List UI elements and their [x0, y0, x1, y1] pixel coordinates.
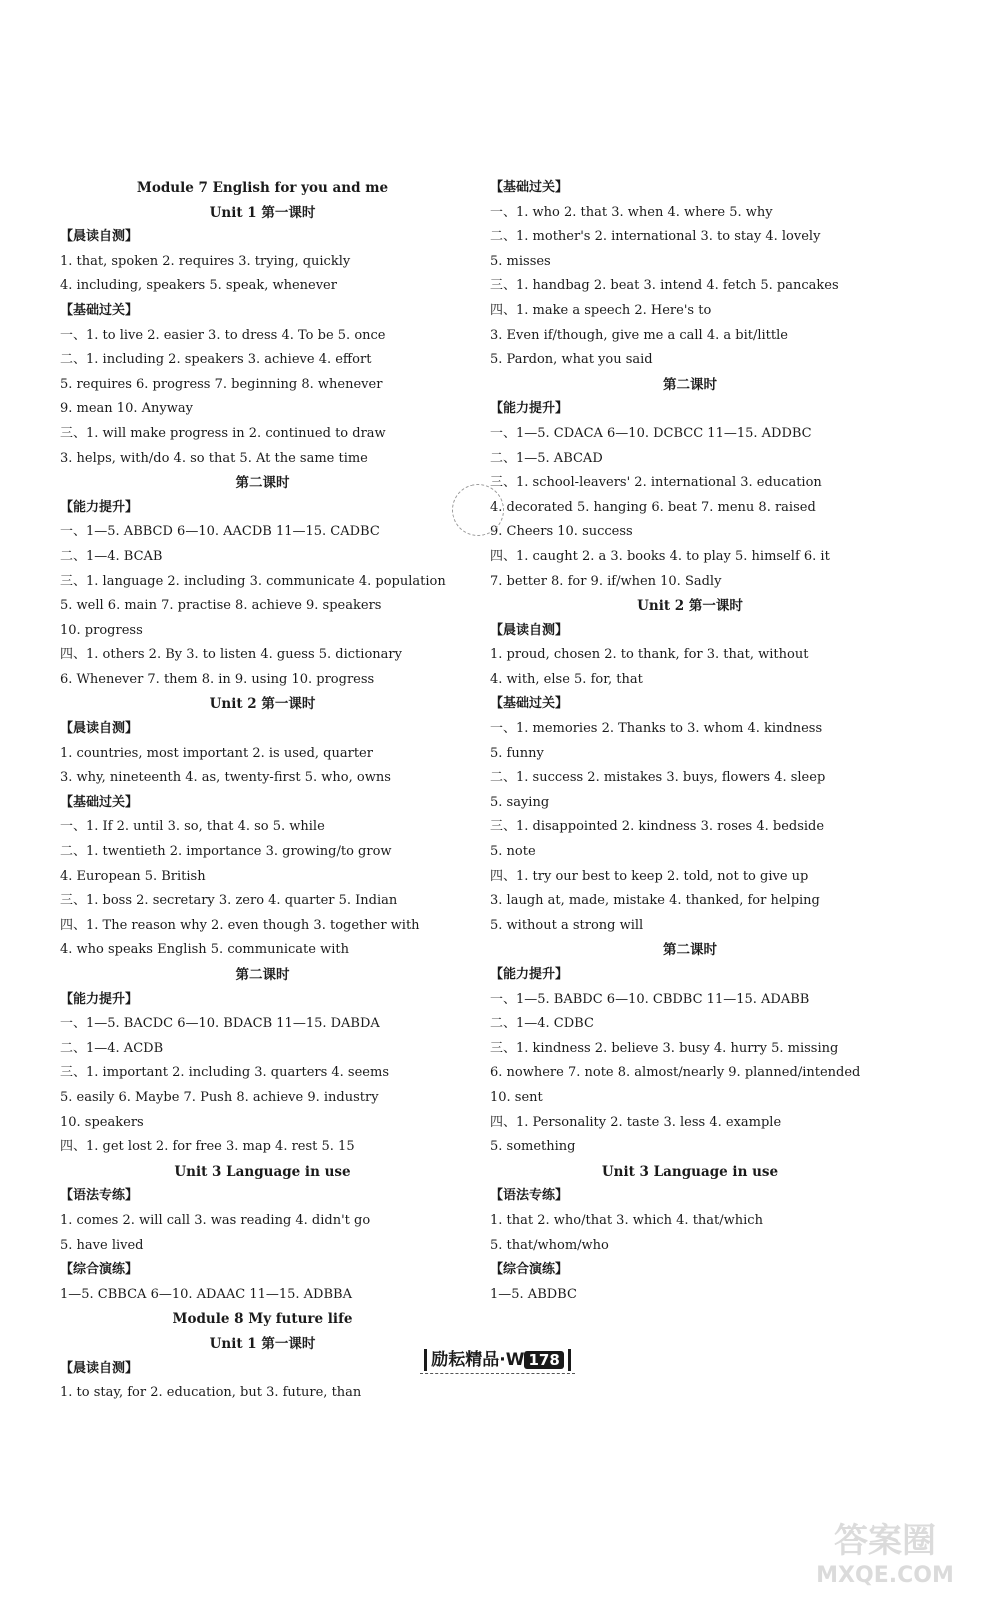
answer-line: 二、1—4. CDBC	[490, 1016, 594, 1032]
answer-line: 一、1. to live 2. easier 3. to dress 4. To be 5. once	[60, 327, 386, 343]
answer-line: 5. Pardon, what you said	[490, 352, 653, 368]
footer-brand: 励耘精品	[431, 1350, 500, 1370]
answer-line: 1. that, spoken 2. requires 3. trying, quickly	[60, 253, 351, 269]
section-title: 第二课时	[663, 942, 717, 959]
answer-line: 三、1. important 2. including 3. quarters 4. seems	[60, 1065, 389, 1081]
answer-line: 四、1. caught 2. a 3. books 4. to play 5. himself 6. it	[490, 548, 830, 564]
section-heading: 【基础过关】	[60, 794, 139, 810]
section-heading: 【能力提升】	[490, 967, 569, 982]
answer-line: 4. who speaks English 5. communicate with	[60, 942, 349, 958]
answer-line: 1. that 2. who/that 3. which 4. that/which	[490, 1212, 763, 1228]
footer-bar-right	[568, 1349, 571, 1371]
answer-line: 四、1. The reason why 2. even though 3. together with	[60, 917, 420, 933]
answer-line: 二、1. mother's 2. international 3. to stay 4. lovely	[490, 229, 821, 245]
answer-line: 9. mean 10. Anyway	[60, 401, 193, 417]
answer-line: 三、1. school-leavers' 2. international 3. education	[490, 475, 822, 491]
left-column	[60, 176, 465, 1406]
section-title: Module 8 My future life	[172, 1311, 353, 1328]
answer-line: 四、1. try our best to keep 2. told, not to give up	[490, 868, 809, 884]
answer-line: 一、1. memories 2. Thanks to 3. whom 4. kindness	[490, 721, 823, 737]
section-heading: 【能力提升】	[490, 401, 569, 417]
answer-line: 5. saying	[490, 794, 550, 810]
section-title: Unit 2 第一课时	[637, 598, 743, 615]
section-heading: 【能力提升】	[60, 499, 139, 515]
answer-line: 6. nowhere 7. note 8. almost/nearly 9. planned/intended	[490, 1065, 861, 1081]
answer-line: 4. decorated 5. hanging 6. beat 7. menu 8. raised	[490, 499, 816, 515]
answer-line: 三、1. will make progress in 2. continued to draw	[60, 425, 386, 441]
answer-line: 三、1. language 2. including 3. communicate 4. population	[60, 573, 446, 589]
answer-line: 二、1. including 2. speakers 3. achieve 4. effort	[60, 352, 372, 368]
section-heading: 【综合演练】	[490, 1262, 569, 1278]
answer-line: 三、1. handbag 2. beat 3. intend 4. fetch 5. pancakes	[490, 278, 839, 294]
section-heading: 【晨读自测】	[490, 622, 569, 638]
answer-line: 5. easily 6. Maybe 7. Push 8. achieve 9. industry	[60, 1089, 379, 1105]
answer-line: 三、1. kindness 2. believe 3. busy 4. hurry 5. missing	[490, 1040, 839, 1056]
answer-line: 4. with, else 5. for, that	[490, 671, 643, 687]
answer-line: 一、1—5. BACDC 6—10. BDACB 11—15. DABDA	[60, 1016, 380, 1032]
section-title: Module 7 English for you and me	[136, 180, 389, 196]
section-heading: 【语法专练】	[60, 1188, 139, 1204]
answer-line: 一、1—5. CDACA 6—10. DCBCC 11—15. ADDBC	[490, 425, 812, 441]
answer-line: 三、1. boss 2. secretary 3. zero 4. quarter 5. Indian	[60, 893, 398, 909]
answer-line: 7. better 8. for 9. if/when 10. Sadly	[490, 573, 722, 589]
answer-line: 1. comes 2. will call 3. was reading 4. didn't go	[60, 1212, 371, 1228]
answer-line: 9. Cheers 10. success	[490, 524, 633, 540]
section-heading: 【晨读自测】	[60, 229, 139, 245]
right-column	[490, 176, 890, 1307]
section-heading: 【能力提升】	[60, 991, 139, 1007]
section-title: 第二课时	[663, 376, 717, 393]
answer-line: 4. including, speakers 5. speak, whenever	[60, 278, 337, 294]
answer-line: 二、1—4. BCAB	[60, 548, 163, 564]
answer-line: 四、1. get lost 2. for free 3. map 4. rest 5. 15	[60, 1139, 355, 1155]
answer-line: 5. misses	[490, 253, 551, 269]
watermark-logo	[800, 1510, 970, 1590]
answer-line: 一、1—5. ABBCD 6—10. AACDB 11—15. CADBC	[60, 524, 380, 540]
answer-line: 5. have lived	[60, 1237, 144, 1253]
footer-sep: ·	[499, 1350, 506, 1370]
answer-line: 5. requires 6. progress 7. beginning 8. whenever	[60, 376, 383, 392]
answer-line: 一、1. If 2. until 3. so, that 4. so 5. while	[60, 819, 325, 835]
answer-line: 5. that/whom/who	[490, 1237, 609, 1253]
section-title: Unit 1 第一课时	[209, 204, 316, 221]
answer-line: 10. progress	[60, 622, 143, 638]
section-heading: 【晨读自测】	[60, 721, 139, 737]
watermark-site-text: MXQE.COM	[816, 1563, 954, 1588]
answer-line: 三、1. disappointed 2. kindness 3. roses 4. bedside	[490, 819, 825, 835]
answer-line: 5. well 6. main 7. practise 8. achieve 9. speakers	[60, 598, 382, 614]
section-title: 第二课时	[235, 967, 290, 983]
answer-line: 一、1—5. BABDC 6—10. CBDBC 11—15. ADABB	[490, 991, 810, 1007]
answer-line: 1. proud, chosen 2. to thank, for 3. that, without	[490, 647, 809, 663]
section-heading: 【语法专练】	[490, 1188, 569, 1204]
answer-line: 3. helps, with/do 4. so that 5. At the same time	[60, 450, 368, 466]
answer-line: 10. sent	[490, 1089, 543, 1105]
answer-line: 3. Even if/though, give me a call 4. a bit/little	[490, 327, 788, 343]
answer-line: 一、1. who 2. that 3. when 4. where 5. why	[490, 204, 773, 220]
answer-line: 5. without a strong will	[490, 917, 644, 933]
answer-line: 1—5. ABDBC	[490, 1286, 577, 1302]
section-title: Unit 3 Language in use	[174, 1163, 351, 1180]
section-heading: 【基础过关】	[490, 696, 569, 712]
answer-line: 3. why, nineteenth 4. as, twenty-first 5. who, owns	[60, 770, 391, 786]
section-title: 第二课时	[235, 475, 290, 492]
page-number: 178	[524, 1351, 563, 1369]
answer-line: 二、1. success 2. mistakes 3. buys, flowers 4. sleep	[490, 770, 826, 786]
section-title: Unit 3 Language in use	[601, 1163, 779, 1180]
section-title: Unit 2 第一课时	[209, 696, 316, 713]
answer-line: 二、1—5. ABCAD	[490, 450, 603, 466]
section-heading: 【晨读自测】	[60, 1360, 139, 1376]
footer-brand-wrap	[420, 1345, 575, 1374]
answer-line: 5. funny	[490, 745, 544, 761]
answer-line: 四、1. Personality 2. taste 3. less 4. example	[490, 1114, 782, 1130]
section-title: Unit 1 第一课时	[209, 1335, 316, 1352]
answer-line: 4. European 5. British	[60, 868, 206, 884]
answer-line: 1. countries, most important 2. is used, quarter	[60, 745, 373, 761]
watermark-logo-text: 答案圈	[834, 1521, 936, 1561]
answer-line: 5. note	[490, 844, 536, 860]
answer-line: 6. Whenever 7. them 8. in 9. using 10. progress	[60, 671, 375, 687]
answer-line: 5. something	[490, 1139, 576, 1155]
page-footer	[0, 1345, 995, 1374]
answer-line: 1—5. CBBCA 6—10. ADAAC 11—15. ADBBA	[60, 1286, 352, 1302]
answer-line: 10. speakers	[60, 1114, 144, 1130]
section-heading: 【基础过关】	[60, 302, 139, 318]
answer-line: 3. laugh at, made, mistake 4. thanked, for helping	[490, 893, 820, 909]
footer-series: W	[505, 1350, 525, 1370]
answer-line: 二、1—4. ACDB	[60, 1040, 164, 1056]
answer-line: 二、1. twentieth 2. importance 3. growing/to grow	[60, 844, 392, 860]
section-heading: 【综合演练】	[60, 1262, 139, 1278]
answer-line: 四、1. others 2. By 3. to listen 4. guess 5. dictionary	[60, 647, 402, 663]
answer-line: 1. to stay, for 2. education, but 3. future, than	[60, 1385, 362, 1401]
answer-line: 四、1. make a speech 2. Here's to	[490, 302, 712, 318]
footer-bar-left	[424, 1349, 427, 1371]
section-heading: 【基础过关】	[490, 180, 569, 195]
